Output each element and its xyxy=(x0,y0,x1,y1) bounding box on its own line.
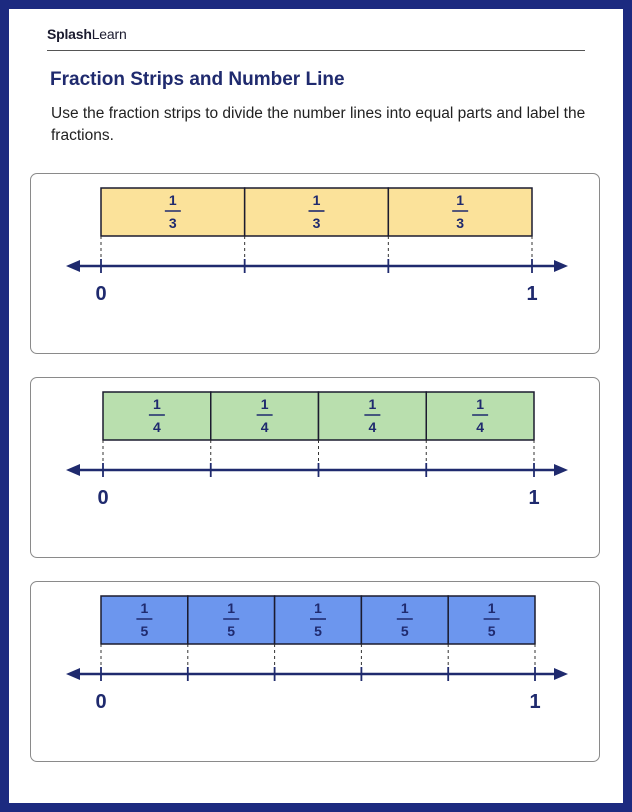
fraction-numerator: 1 xyxy=(314,600,322,616)
fraction-denominator: 5 xyxy=(227,623,236,639)
fraction-denominator: 4 xyxy=(368,419,377,435)
right-arrow-icon xyxy=(554,464,568,476)
panel-fourths xyxy=(30,377,600,558)
fraction-strip-segment xyxy=(188,596,275,644)
fraction-denominator: 5 xyxy=(400,623,409,639)
fraction-strip-segment xyxy=(101,596,188,644)
logo-bold-text: Splash xyxy=(47,26,92,42)
worksheet-instructions: Use the fraction strips to divide the number lines into equal parts and label the fractions. xyxy=(51,105,586,144)
fraction-numerator: 1 xyxy=(400,600,409,616)
number-line-label-start: 0 xyxy=(95,283,107,305)
fraction-strip-segment xyxy=(388,188,532,236)
fraction-numerator: 1 xyxy=(260,396,269,412)
fraction-numerator: 1 xyxy=(312,192,321,208)
number-line-label-end: 1 xyxy=(528,487,540,509)
fraction-strip-number-line-fourths xyxy=(31,378,601,559)
fraction-numerator: 1 xyxy=(140,600,149,616)
logo-regular-text: Learn xyxy=(91,26,127,42)
right-arrow-icon xyxy=(554,260,568,272)
number-line-label-end: 1 xyxy=(529,691,541,713)
left-arrow-icon xyxy=(66,464,80,476)
fraction-numerator: 1 xyxy=(227,600,236,616)
fraction-denominator: 3 xyxy=(312,215,321,231)
fraction-denominator: 5 xyxy=(140,623,149,639)
left-arrow-icon xyxy=(66,668,80,680)
fraction-denominator: 3 xyxy=(168,215,177,231)
fraction-denominator: 5 xyxy=(487,623,496,639)
header-divider xyxy=(47,50,585,51)
number-line-label-start: 0 xyxy=(95,691,107,713)
fraction-strip-number-line-thirds xyxy=(31,174,601,355)
fraction-denominator: 4 xyxy=(152,419,161,435)
fraction-strip-segment xyxy=(361,596,448,644)
fraction-numerator: 1 xyxy=(456,192,465,208)
right-arrow-icon xyxy=(554,668,568,680)
fraction-strip-segment xyxy=(245,188,389,236)
panel-fifths xyxy=(30,581,600,762)
fraction-strip-segment xyxy=(319,392,427,440)
worksheet-title: Fraction Strips and Number Line xyxy=(50,69,345,90)
panel-thirds xyxy=(30,173,600,354)
fraction-numerator: 1 xyxy=(168,192,177,208)
fraction-strip-segment xyxy=(103,392,211,440)
worksheet-page xyxy=(9,9,623,803)
fraction-denominator: 4 xyxy=(260,419,269,435)
fraction-strip-segment xyxy=(101,188,245,236)
fraction-denominator: 5 xyxy=(314,623,322,639)
fraction-strip-segment xyxy=(275,596,362,644)
splashlearn-logo xyxy=(47,26,127,42)
fraction-numerator: 1 xyxy=(152,396,161,412)
number-line-label-end: 1 xyxy=(526,283,538,305)
fraction-strip-segment xyxy=(448,596,535,644)
number-line-label-start: 0 xyxy=(97,487,109,509)
fraction-strip-number-line-fifths xyxy=(31,582,601,763)
left-arrow-icon xyxy=(66,260,80,272)
fraction-numerator: 1 xyxy=(487,600,496,616)
fraction-numerator: 1 xyxy=(476,396,485,412)
fraction-denominator: 4 xyxy=(476,419,485,435)
fraction-denominator: 3 xyxy=(456,215,465,231)
fraction-strip-segment xyxy=(211,392,319,440)
fraction-numerator: 1 xyxy=(368,396,377,412)
fraction-strip-segment xyxy=(426,392,534,440)
